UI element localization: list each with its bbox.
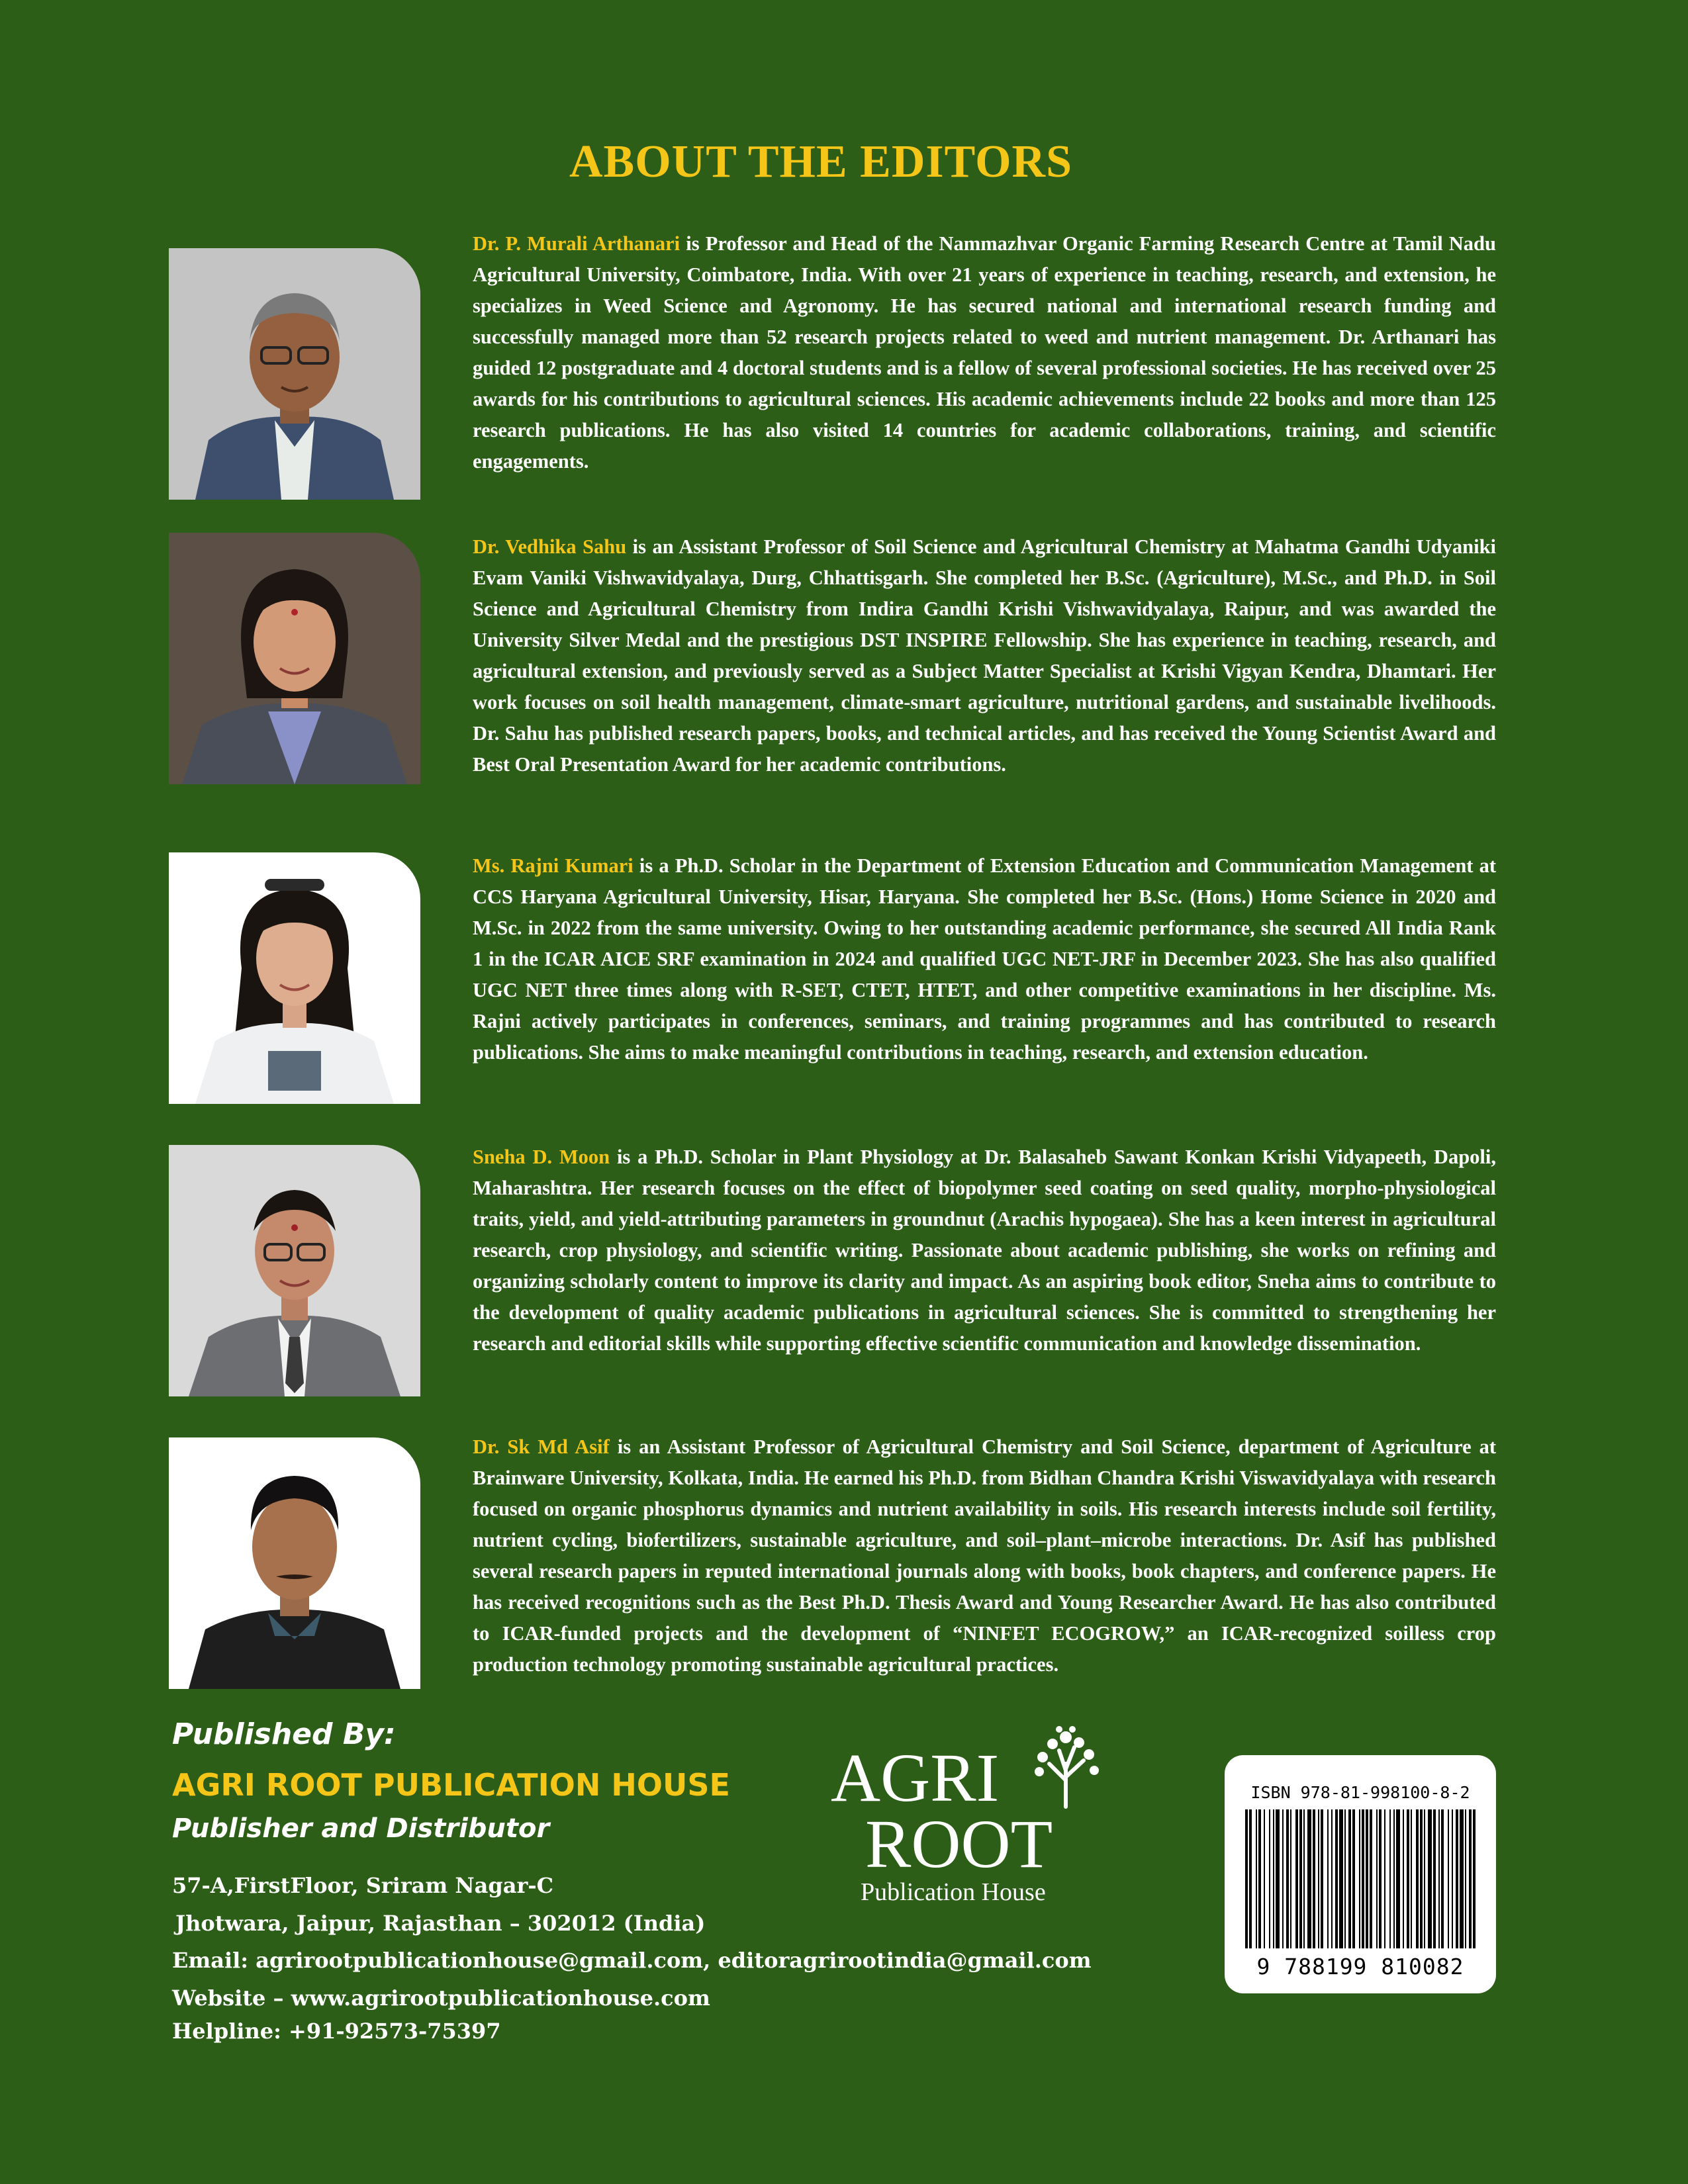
editor-name: Sneha D. Moon bbox=[473, 1146, 610, 1168]
isbn-label: ISBN 978-81-998100-8-2 bbox=[1250, 1783, 1470, 1802]
logo-line-agri: AGRI bbox=[831, 1740, 1000, 1816]
logo-line-root: ROOT bbox=[865, 1806, 1053, 1882]
publisher-helpline: Helpline: +91-92573-75397 bbox=[172, 2019, 501, 2044]
editor-name: Dr. P. Murali Arthanari bbox=[473, 232, 680, 255]
publisher-email: Email: agrirootpublicationhouse@gmail.com, editoragrirootindia@gmail.com bbox=[172, 1948, 1092, 1973]
editor-bio-text: is an Assistant Professor of Soil Science and Agricultural Chemistry at Mahatma Gandhi Udyaniki Evam Vaniki Vishwavidyalaya, Durg, Chhattisgarh. She completed her B.Sc. (Agriculture), M.Sc., and Ph.D. in Soil Science and Agricultural Chemistry from Indira Gandhi Krishi Vishwavidyalaya, Raipur, and was awarded the University Silver Medal and the prestigious DST INSPIRE Fellowship. She has experience in teaching, research, and agricultural extension, and previously served as a Subject Matter Specialist at Krishi Vigyan Kendra, Dhamtari. Her work focuses on soil health management, climate-smart agriculture, nutritional gardens, and sustainable livelihoods. Dr. Sahu has published research papers, books, and technical articles, and has received the Young Scientist Award and Best Oral Presentation Award for her academic contributions. bbox=[473, 535, 1496, 776]
editor-bio-text: is a Ph.D. Scholar in the Department of Extension Education and Communication Management at CCS Haryana Agricultural University, Hisar, Haryana. She completed her B.Sc. (Hons.) Home Science in 2020 and M.Sc. in 2022 from the same university. Owing to her outstanding academic performance, she secured All India Rank 1 in the ICAR AICE SRF examination in 2024 and qualified UGC NET-JRF in December 2023. She has also qualified UGC NET three times along with R-SET, CTET, HTET, and other competitive examinations in her discipline. Ms. Rajni actively participates in conferences, seminars, and training programmes and has contributed to research publications. She aims to make meaningful contributions in teaching, research, and extension education. bbox=[473, 854, 1496, 1064]
page-title: ABOUT THE EDITORS bbox=[569, 136, 1073, 187]
publisher-address-line1: 57-A,FirstFloor, Sriram Nagar-C bbox=[172, 1873, 554, 1898]
published-by-label: Published By: bbox=[172, 1717, 396, 1751]
ean-number: 9 788199 810082 bbox=[1256, 1954, 1464, 1979]
editor-photo-moon bbox=[169, 1145, 420, 1396]
editor-name: Ms. Rajni Kumari bbox=[473, 854, 633, 877]
editor-bio-text: is a Ph.D. Scholar in Plant Physiology at Dr. Balasaheb Sawant Konkan Krishi Vidyapeeth, Dapoli, Maharashtra. Her research focuses on the effect of biopolymer seed coating on seed quality, morpho-physiological traits, yield, and yield-attributing parameters in groundnut (Arachis hypogaea). She has a keen interest in agricultural research, crop physiology, and scientific writing. Passionate about academic publishing, she works on refining and organizing scholarly content to improve its clarity and impact. As an aspiring book editor, Sneha aims to contribute to the development of quality academic publications in agricultural sciences. She is committed to strengthening her research and editorial skills while supporting effective scientific communication and knowledge dissemination. bbox=[473, 1146, 1496, 1355]
editor-photo-asif bbox=[169, 1437, 420, 1689]
tree-icon bbox=[1023, 1724, 1109, 1810]
editor-bio-text: is Professor and Head of the Nammazhvar Organic Farming Research Centre at Tamil Nadu Agricultural University, Coimbatore, India. With over 21 years of experience in teaching, research, and extension, he specializes in Weed Science and Agronomy. He has secured national and international research funding and successfully managed more than 52 research projects related to weed and nutrient management. Dr. Arthanari has guided 12 postgraduate and 4 doctoral students and is a fellow of several professional societies. He has received over 25 awards for his contributions to agricultural sciences. His academic achievements include 22 books and more than 125 research publications. He has also visited 14 countries for academic collaborations, training, and scientific engagements. bbox=[473, 232, 1496, 473]
editor-bio-arthanari bbox=[473, 228, 1496, 477]
editor-bio-asif bbox=[473, 1432, 1496, 1680]
publisher-address-line2: Jhotwara, Jaipur, Rajasthan – 302012 (India) bbox=[175, 1911, 706, 1936]
agri-root-logo bbox=[831, 1724, 1096, 1909]
editor-bio-moon bbox=[473, 1142, 1496, 1359]
editor-photo-sahu bbox=[169, 533, 420, 784]
publisher-website: Website – www.agrirootpublicationhouse.com bbox=[172, 1985, 710, 2011]
editor-bio-sahu bbox=[473, 531, 1496, 780]
editor-photo-arthanari bbox=[169, 248, 420, 500]
editor-photo-kumari bbox=[169, 852, 420, 1104]
editor-name: Dr. Vedhika Sahu bbox=[473, 535, 627, 558]
editor-name: Dr. Sk Md Asif bbox=[473, 1435, 610, 1458]
editor-bio-kumari bbox=[473, 850, 1496, 1068]
barcode-bars bbox=[1241, 1809, 1479, 1948]
editor-bio-text: is an Assistant Professor of Agricultural Chemistry and Soil Science, department of Agriculture at Brainware University, Kolkata, India. He earned his Ph.D. from Bidhan Chandra Krishi Viswavidyalaya with research focused on organic phosphorus dynamics and nutrient availability in soils. His research interests include soil fertility, nutrient cycling, biofertilizers, sustainable agriculture, and soil–plant–microbe interactions. Dr. Asif has published several research papers in reputed international journals along with books, book chapters, and conference papers. He has received recognitions such as the Best Ph.D. Thesis Award and Young Researcher Award. He has also contributed to ICAR-funded projects and the development of “NINFET ECOGROW,” an ICAR-recognized soilless crop production technology promoting sustainable agricultural practices. bbox=[473, 1435, 1496, 1676]
publisher-name: AGRI ROOT PUBLICATION HOUSE bbox=[172, 1767, 730, 1803]
isbn-barcode bbox=[1225, 1755, 1496, 1993]
logo-line-subtitle: Publication House bbox=[861, 1878, 1046, 1906]
publisher-role: Publisher and Distributor bbox=[172, 1813, 550, 1844]
